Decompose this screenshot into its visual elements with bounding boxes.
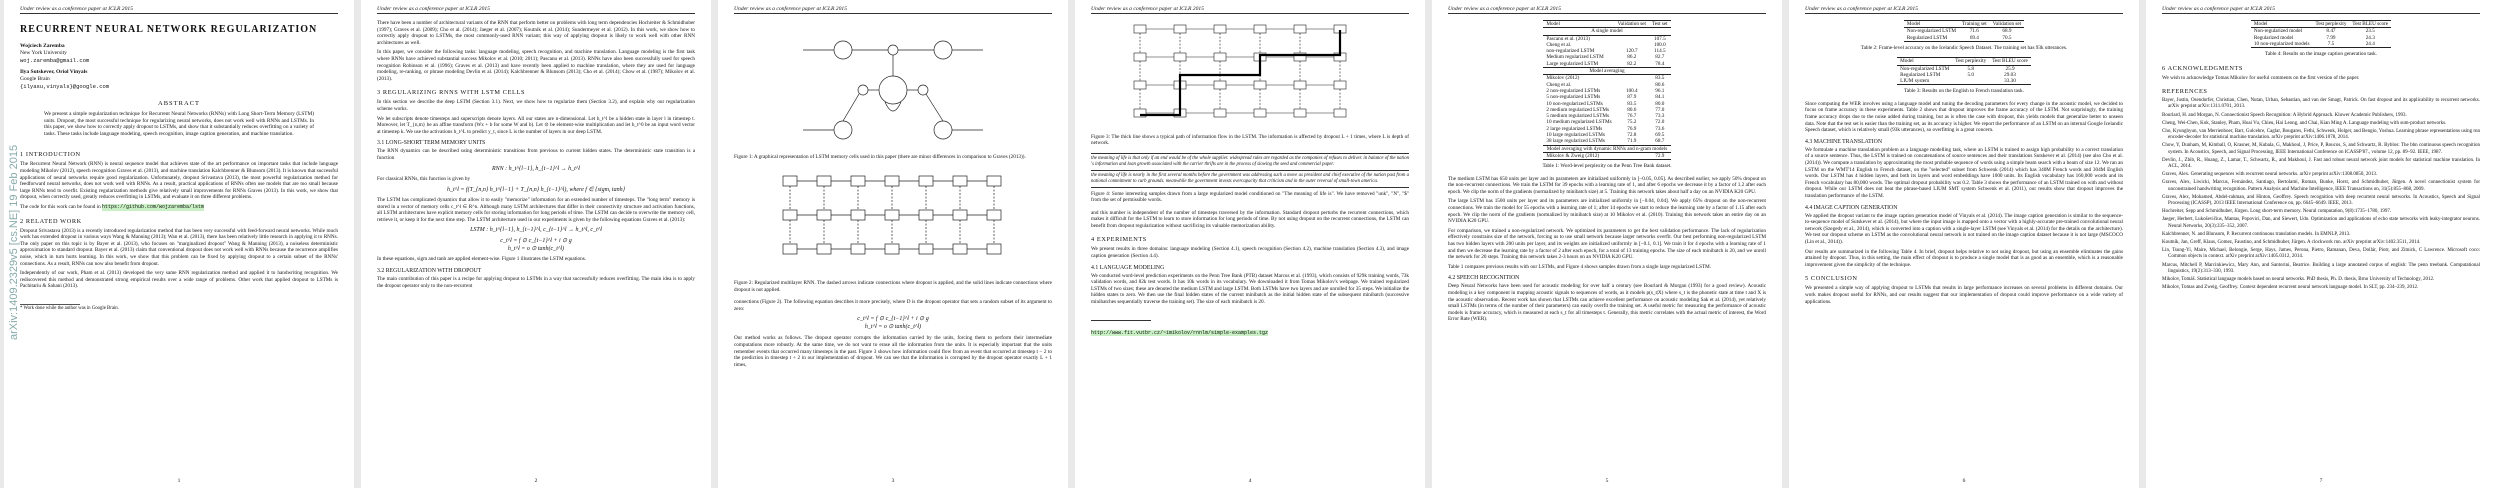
related-paragraph: Independently of our work, Pham et al. (2013) developed the very same RNN regularization method and applied it to handwriting recognition. We rediscovered this method and demonstrated strong empirical results over a wide range of problems. Other work that applied dropout to LSTMs is Pachitariu & Sahani (2013). (20, 270, 338, 290)
figure-caption: Figure 3: The thick line shows a typical path of information flow in the LSTM. The information is affected by dropout L + 1 times, where L is depth of network. (1091, 134, 1409, 147)
body-paragraph: Our results are summarized in the following Table 4. In brief, dropout helps relative to not using dropout, but using an ensemble eliminates the gains attained by dropout. Thus, in this setting, the main effect of dropout is to produce a single model that is as good as an ensemble, which is a reasonable improvement given the simplicity of the technique. (1805, 248, 2123, 268)
body-paragraph: For comparison, we trained a non-regularized network. We optimized its parameters to get the best validation performance. The lack of regularization effectively constrains size of the network, forcing us to use small network because larger networks overfit. Our best performing non-regularized LSTM has two hidden layers with 200 units per layer, and its weights are initialized uniformly in [−0.1, 0.1]. We train it for 4 epochs with a learning rate of 1 and then we decrease the learning rate by a factor of 2 after each epoch, for a total of 13 training epochs. The size of each minibatch is 20, and we unroll the network for 20 steps. Training this network takes 2-3 hours on an NVIDIA K20 GPU. (1448, 227, 1766, 261)
lstm-unit-box (1214, 25, 1226, 33)
intro-paragraph: The Recurrent Neural Network (RNN) is neural sequence model that achieves state of the art performance on important tasks that include language modeling Mikolov (2012), speech recognition Graves et al. (2013), and machine translation Kalchbrenner & Blunsom (2013). It is known that successful applications of neural networks require good regularization. Unfortunately, dropout Srivastava (2013), the most powerful regularization method for feedforward neural networks, does not work well with RNNs. As a result, practical applications of RNNs often use models that are too small because large RNNs tend to overfit. Existing regularization methods give relatively small improvements for RNNs Graves (2013). In this work, we show that dropout, when correctly used, greatly reduces overfitting in LSTMs, and evaluate it on three different problems. (20, 161, 338, 201)
running-header: Under review as a conference paper at ICLR 2015 (734, 6, 1052, 14)
body-paragraph: We formulate a machine translation problem as a language modelling task, where an LSTM is trained to assign high probability to a correct translation of a source sentence. Thus, the LSTM is trained on concatenations of source sentences and their translations Sutskever et al. (2014) (see also Cho et al. (2014)). We compute a translation by approximating the most probable sequence of words using a simple beam search with a beam of size 12. We ran an LSTM on the WMT'14 English to French dataset, on the "selected" subset from Schwenk (2014) which has 340M French words and 304M English words. Our LSTM has 4 hidden layers, and both its layers and word embeddings have 1000 units. Its English vocabulary has 160,000 words and its French vocabulary has 80,000 words. The optimal dropout probability was 0.2. Table 3 shows the performance of an LSTM trained on with and without dropout. While our LSTM does not beat the phrase-based LIUM SMT system Schwenk et al. (2011), our results show that dropout improves the translation performance of the LSTM. (1805, 146, 2123, 200)
lstm-unit-box (987, 210, 1001, 220)
table-cell: 25.9 (2005, 65, 2015, 72)
lstm-unit-box (919, 210, 933, 220)
lstm-unit-box (885, 176, 899, 186)
input-gate-node (834, 41, 852, 59)
sample-text: the meaning of life is that only if an end would be of the whole supplier. widespread rules are regarded as the companies of refuses to deliver. in balance of the nation 's information and loan growth associated with the carrier thrifts are in the process of slowing the seed and commercial paper. (1091, 153, 1409, 168)
table-cell: 80.6 (1627, 106, 1637, 113)
table-cell: 100.0 (1653, 41, 1666, 48)
table-cell: 75.2 (1627, 119, 1637, 126)
lstm-unit-box (1134, 25, 1146, 33)
lstm-unit-box (1214, 81, 1226, 89)
table-cell (1952, 78, 1989, 85)
table-cell (1615, 75, 1649, 82)
reference-entry: Mikolov, Tomas and Zweig, Geoffrey. Context dependent recurrent neural network language model. In SLT, pp. 234–239, 2012. (2162, 285, 2419, 291)
reference-entry: Chow, Y, Dunham, M, Kimball, O, Krasner, M, Kubala, G, Makhoul, J, Price, P, Roucos, S, and Schwartz, R. Byblos: The bbn continuous speech recognition system. In Acoustics, Speech, and Signal Processing, IEEE International Conference on ICASSP'87., volume 12, pp. 89–92. IEEE, 1987. (2162, 143, 2480, 155)
page-6 (1789, 0, 2139, 488)
page-number: 7 (2319, 478, 2323, 484)
table-header-cell: Model (1900, 58, 1914, 65)
table-cell: Cheng et al. (1546, 81, 1572, 88)
reference-list (2162, 98, 2480, 291)
table-cell: Regularized LSTM (1906, 34, 1948, 41)
author-email: {ilyasu,vinyals}@google.com (20, 83, 110, 90)
table-caption: Table 3: Results on the English to French translation task. (1904, 88, 2024, 95)
reference-entry: Graves, Alex, Mohamed, Abdel-rahman, and Hinton, Geoffrey. Speech recognition with deep recurrent neural networks. In Acoustics, Speech and Signal Processing (ICASSP), 2013 IEEE International Conference on, pp. 6645–6649. IEEE, 2013. (2162, 194, 2480, 207)
table-cell: 69.5 (1655, 132, 1665, 139)
table-caption: Table 2: Frame-level accuracy on the Icelandic Speech Dataset. The training set has 93k utterances. (1860, 44, 2068, 51)
page-number: 2 (534, 478, 538, 484)
dropout-network-diagram (773, 166, 1013, 276)
table-cell: Cheng et al. (1546, 41, 1572, 48)
lstm-unit-box (1294, 109, 1306, 117)
running-header: Under review as a conference paper at ICLR 2015 (1448, 6, 1766, 14)
table-cell: Non-regularized LSTM (1900, 65, 1950, 72)
table-cell: 120.7 (1625, 48, 1638, 55)
table-caption: Table 4: Results on the image caption generation task. (2264, 51, 2378, 58)
table-cell: Regularized model (2253, 34, 2294, 41)
code-line (20, 204, 338, 211)
table-header-cell: Model (1906, 21, 1921, 27)
code-line-text: The code for this work can be found in (20, 203, 101, 210)
table-header-cell: Training set (1961, 21, 1987, 27)
table-cell (1615, 152, 1649, 159)
reference-entry: Marcus, Mitchell P, Marcinkiewicz, Mary Ann, and Santorini, Beatrice. Building a large annotated corpus of english: The penn treebank. Computational linguistics, 19(2):313–330, 1993. (2162, 262, 2480, 274)
page-number: 5 (1605, 478, 1609, 484)
body-paragraph: We presented a simple way of applying dropout to LSTMs that results in large performance increases on several problems in different domains. Our work makes dropout useful for RNNs, and our results suggest that our implementation of dropout could improve performance on a wide variety of applications. (1805, 285, 2123, 305)
section-heading: 3 REGULARIZING RNNS WITH LSTM CELLS (377, 89, 526, 97)
table-cell: 84.1 (1655, 94, 1665, 101)
author-affiliation: Google Brain (20, 76, 50, 82)
table-cell: 7.99 (2326, 34, 2336, 41)
table-row (1543, 35, 1670, 42)
table-cell: 69.4 (1969, 34, 1979, 41)
speech-table (1904, 20, 2024, 42)
table-header-cell: Model (2253, 21, 2268, 27)
body-paragraph: The medium LSTM has 650 units per layer and its parameters are initialized uniformly in [−0.05, 0.05]. As described earlier, we apply 50% dropout on the non-recurrent connections. We train the LSTM for 39 epochs with a learning rate of 1, and after 6 epochs we decrease it by a factor of 1.2 after each epoch. We clip the norm of the gradients (normalized by minibatch size) at 5. Training this network takes about half a day on an NVIDIA K20 GPU. (1448, 175, 1766, 195)
body-paragraph: We present results in three domains: language modeling (Section 4.1), speech recognition (Section 4.2), machine translation (Section 4.3), and image caption generation (Section 4.4). (1091, 246, 1409, 259)
memory-cell-node (879, 76, 907, 104)
table-header-row (1897, 58, 2031, 65)
multiply-node (858, 85, 868, 95)
body-paragraph: For classical RNNs, this function is given by (377, 175, 471, 182)
output-gate-node (934, 41, 952, 59)
lstm-unit-box (783, 176, 797, 186)
table-subheading-row (1543, 68, 1670, 75)
running-header: Under review as a conference paper at ICLR 2015 (20, 6, 338, 14)
table-cell: 83.5 (1627, 100, 1637, 107)
author-block-1 (20, 43, 338, 64)
table-header-row (2251, 21, 2391, 28)
body-paragraph: We applied the dropout variant to the image caption generation model of Vinyals et al. (2014). The image caption generation is similar to the sequence-to-sequence model of Sutskever et al. (2014), but where the input image is mapped onto a vector with a highly-accurate pre-trained convolutional neural network (Szegedy et al., 2014), which is converted into a caption with a single-layer LSTM (see Vinyals et al. (2014) for the details on the architecture). We test our dropout scheme on LSTM as the convolutional neural network is not trained on the image caption dataset because it is not large (MSCOCO (Lin et al., 2014)). (1805, 212, 2123, 245)
table-header-cell: Validation set (1617, 21, 1646, 27)
reference-entry: Cho, Kyunghyun, van Merrienboer, Bart, Gulcehre, Caglar, Bougares, Fethi, Schwenk, Holger, and Bengio, Yoshua. Learning phrase representations using rnn encoder-decoder for statistical machine translation. arXiv preprint arXiv:1406.1078, 2014. (2162, 129, 2480, 141)
table-subheading-row (1543, 28, 1670, 35)
arxiv-stamp-text: arXiv:1409.2329v5 [cs.NE] 19 Feb 2015 (8, 144, 20, 340)
paper-title: RECURRENT NEURAL NETWORK REGULARIZATION (20, 24, 318, 35)
table-cell: 2 large regularized LSTMs (1546, 125, 1603, 132)
table-subheading: A single model (1591, 28, 1623, 35)
lstm-unit-box (953, 244, 967, 254)
table-row (1897, 65, 2031, 72)
lstm-unit-box (817, 244, 831, 254)
reference-entry: Graves, Alex. Generating sequences with recurrent neural networks. arXiv preprint arXiv:1308.0850, 2013. (2162, 172, 2378, 178)
lstm-unit-box (1334, 109, 1346, 117)
table-cell: 73.3 (1655, 113, 1665, 120)
table-cell: Mikolov (2012) (1546, 75, 1580, 82)
table-row (1897, 78, 2031, 85)
multiply-node (918, 85, 928, 95)
table-cell: 68.7 (1655, 138, 1665, 145)
table-cell (1615, 35, 1649, 42)
reference-entry: Lin, Tsung-Yi, Maire, Michael, Belongie, Serge, Hays, James, Perona, Pietro, Ramanan, Deva, Dollár, Piotr, and Zitnick, C Lawrence. Microsoft coco: Common objects in context. arXiv preprint arXiv:1405.0312, 2014. (2162, 248, 2480, 260)
author-name: Wojciech Zaremba (20, 43, 65, 49)
table-header-row (1543, 21, 1670, 28)
table-cell: 24.4 (2365, 40, 2375, 47)
reference-entry: Devlin, J., Zbib, R., Huang, Z., Lamar, T., Schwartz, R., and Makhoul, J. Fast and robust neural network joint models for statistical machine translation. In ACL, 2014. (2162, 157, 2480, 170)
reference-entry: Koutník, Jan, Greff, Klaus, Gomez, Faustino, and Schmidhuber, Jürgen. A clockwork rnn. arXiv preprint arXiv:1402.3511, 2014. (2162, 240, 2421, 246)
equation: RNN : h_t^{l−1}, h_{t−1}^l → h_t^l (492, 165, 580, 172)
table-cell: 29.03 (2004, 71, 2016, 78)
body-paragraph: In these equations, sigm and tanh are applied element-wise. Figure 1 illustrates the LSTM equations. (377, 256, 587, 263)
table-cell: 10 medium regularized LSTMs (1546, 119, 1612, 126)
page-5 (1432, 0, 1782, 488)
table-header-cell: Validation set (1992, 21, 2022, 27)
running-header: Under review as a conference paper at ICLR 2015 (1805, 6, 2123, 14)
table-row (1543, 138, 1670, 145)
table-cell: Large regularized LSTM (1546, 60, 1599, 67)
subsection-heading: 4.3 MACHINE TRANSLATION (1805, 138, 1883, 145)
lstm-unit-box (851, 244, 865, 254)
lstm-unit-box (1334, 81, 1346, 89)
table-row (2251, 28, 2391, 35)
body-paragraph: The RNN dynamics can be described using deterministic transitions from previous to current hidden states. The deterministic state transition is a function (377, 148, 695, 161)
translation-table (1897, 57, 2031, 85)
table-cell: 71.9 (1627, 138, 1637, 145)
abstract-heading: ABSTRACT (158, 100, 200, 107)
equation: c_t^l = f ⊙ c_{t−1}^l + i ⊙ g (857, 316, 929, 323)
page-2 (361, 0, 711, 488)
table-header-row (1904, 21, 2024, 28)
table-subheading: Model averaging (1589, 68, 1625, 75)
author-email: woj.zaremba@gmail.com (20, 57, 90, 64)
table-cell: 114.5 (1654, 48, 1666, 55)
table-cell: 5 non-regularized LSTMs (1546, 94, 1601, 101)
dataset-url[interactable]: http://www.fit.vutbr.cz/~imikolov/rnnlm/simple-examples.tgz (1091, 329, 1269, 336)
table-cell: 10 large regularized LSTMs (1546, 132, 1605, 139)
page-number: 6 (1962, 478, 1966, 484)
table-cell: 68.9 (2002, 28, 2012, 35)
reference-entry: Graves, Alex, Liwicki, Marcus, Fernández, Santiago, Bertolami, Roman, Bunke, Horst, and Schmidhuber, Jürgen. A novel connectionist system for unconstrained handwriting recognition. Pattern Analysis and Machine Intelligence, IEEE Transactions on, 31(5):855–868, 2009. (2162, 180, 2480, 192)
table-cell: 82.7 (1655, 54, 1665, 61)
table-cell: 76.7 (1627, 113, 1637, 120)
lstm-unit-box (851, 210, 865, 220)
reference-entry: Cheng, Wei-Chen, Kok, Stanley, Pham, Hoai Vu, Chieu, Hai Leong, and Chai, Kian Ming A. Language modeling with sum-product networks. (2162, 120, 2447, 126)
table-header-cell: Test BLEU score (1992, 58, 2028, 65)
table-cell: 72.9 (1655, 152, 1665, 159)
table-header-cell: Test set (1652, 21, 1668, 27)
running-header: Under review as a conference paper at ICLR 2015 (2162, 6, 2480, 14)
lstm-unit-box (851, 176, 865, 186)
lstm-unit-box (1294, 81, 1306, 89)
table-cell: 70.5 (2002, 34, 2012, 41)
equation: h_t^l = o ⊙ tanh(c_t^l) (864, 324, 922, 331)
flow-path-line (1140, 30, 1340, 115)
section-heading: 4 EXPERIMENTS (1091, 236, 1147, 244)
table-cell: 7.5 (2327, 40, 2335, 47)
equation: c_t^l = f ⊙ c_{t−1}^l + i ⊙ g (500, 238, 572, 245)
body-paragraph: We let subscripts denote timesteps and superscripts denote layers. All our states are n-dimensional. Let h_t^l be a hidden state in layer l in timestep t. Moreover, let T_{n,m} be an affine transform (Wx + b for some W and b). Let ⊙ be element-wise multiplication and let h_t^0 be an input word vector at timestep k. We use the activations h_t^L to predict y_t, since L is the number of layers in our deep LSTM. (377, 115, 695, 135)
forget-gate-node (934, 121, 952, 139)
table-cell: 100.4 (1625, 87, 1638, 94)
page-1 (4, 0, 354, 488)
body-paragraph: In this paper, we consider the following tasks: language modeling, speech recognition, and machine translation. Language modeling is the first task where RNNs have achieved substantial success Mikolov et al. (2010; 2011); Pascanu et al. (2013). RNNs have also been successfully used for speech recognition Robinson et al. (1996); Graves et al. (2013) and have recently been applied to machine translation, where they are used for language modeling, re-ranking, or phrase modeling Devlin et al. (2014); Kalchbrenner & Blunsom (2013); Cho et al. (2014); Chow et al. (1987); Mikolov et al. (2013). (377, 49, 695, 82)
table-body (1543, 28, 1670, 160)
page-7 (2146, 0, 2496, 488)
lstm-unit-box (1134, 81, 1146, 89)
lstm-unit-box (987, 176, 1001, 186)
subsection-heading: 3.2 REGULARIZATION WITH DROPOUT (377, 268, 482, 275)
table-cell: 8.47 (2326, 28, 2336, 35)
table-cell: Regularized LSTM (1900, 71, 1941, 78)
table-cell: 24.3 (2365, 34, 2375, 41)
table-cell: 72.8 (1627, 132, 1637, 139)
running-header: Under review as a conference paper at ICLR 2015 (1091, 6, 1409, 14)
reference-entry: Hochreiter, Sepp and Schmidhuber, Jürgen. Long short-term memory. Neural computation, 9(8):1735–1780, 1997. (2162, 209, 2392, 215)
table-cell: 96.1 (1655, 87, 1665, 94)
page-number: 3 (891, 478, 895, 484)
table-subheading: Model averaging with dynamic RNNs and n-gram models (1546, 145, 1668, 152)
body-paragraph: Deep Neural Networks have been used for acoustic modeling for over half a century (see Bourlard & Morgan (1993) for a good review). Acoustic modeling is a key component in mapping acoustic signals to sequences of words, as it models p(s_t|X) where s_t is the phonetic state at time t and X is the acoustic observation. Recent work has shown that LSTMs can achieve excellent performance on acoustic modeling Sak et al. (2014), yet relatively small LSTMs (in terms of the number of their parameters) can easily overfit the training set. A useful metric for measuring the performance of acoustic models is frame accuracy, which is measured at each s_t for all timesteps t. Generally, this metric correlates with the actual metric of interest, the Word Error Rate (WER). (1448, 283, 1766, 323)
running-header: Under review as a conference paper at ICLR 2015 (377, 6, 695, 14)
table-cell: 72.0 (1655, 119, 1665, 126)
body-paragraph: and this number is independent of the number of timesteps traversed by the information. Standard dropout perturbs the recurrent connections, which makes it difficult for the LSTM to learn to store information for long periods of time. By not using dropout on the recurrent connections, the LSTM can benefit from dropout regularization without sacrificing its valuable memorization ability. (1091, 209, 1409, 229)
footnote: * Work done while the author was in Google Brain. (20, 305, 119, 311)
subsection-heading: 4.2 SPEECH RECOGNITION (1448, 275, 1520, 282)
table-cell: non-regularized LSTM (1546, 48, 1595, 55)
body-paragraph: connections (Figure 2). The following equation describes it more precisely, where D is the dropout operator that sets a random subset of its argument to zero: (734, 299, 1052, 312)
table-cell: 83.5 (1655, 75, 1665, 82)
table-cell: 5.8 (1967, 65, 1974, 72)
table-cell: 107.5 (1653, 35, 1666, 42)
table-cell: 33.30 (2004, 78, 2016, 85)
table-cell: Pascanu et al. (2013) (1546, 35, 1590, 42)
lstm-unit-box (783, 210, 797, 220)
table-cell: 76.9 (1627, 125, 1637, 132)
lstm-unit-box (1214, 109, 1226, 117)
table-cell: LIUM system (1900, 78, 1930, 85)
table-header-cell: Model (1546, 21, 1560, 27)
perplexity-table (1543, 20, 1670, 160)
table-cell: 23.5 (2365, 28, 2375, 35)
page-number: 1 (177, 478, 181, 484)
body-paragraph: The large LSTM has 1500 units per layer and its parameters are initialized uniformly in [−0.04, 0.04]. We apply 65% dropout on the non-recurrent connections. We train the model for 55 epochs with a learning rate of 1; after 14 epochs we start to reduce the learning rate by a factor of 1.15 after each epoch. We clip the norm of the gradients (normalized by minibatch size) at 10 Mikolov et al. (2010). Training this network takes an entire day on an NVIDIA K20 GPU. (1448, 198, 1766, 225)
code-link[interactable]: https://github.com/wojzaremba/lstm (101, 203, 204, 210)
table-cell: 2 medium regularized LSTMs (1546, 106, 1610, 113)
table-cell: 86.2 (1627, 54, 1637, 61)
table-row (1543, 75, 1670, 82)
multiply-node (888, 45, 898, 55)
table-subheading-row (1543, 145, 1670, 152)
lstm-unit-box (1134, 53, 1146, 61)
body-paragraph: We conducted word-level prediction experiments on the Penn Tree Bank (PTB) dataset Marcus et al. (1993), which consists of 929k training words, 73k validation words, and 82k test words. It has 10k words in its vocabulary. We downloaded it from Tomas Mikolov's webpage. We trained regularized LSTMs of two sizes; these are denoted the medium LSTM and large LSTM. Both LSTMs have two layers and are unrolled for 35 steps. We initialize the hidden states to zero. We then use the final hidden states of the current minibatch as the initial hidden state of the subsequent minibatch (successive minibatches sequentially traverse the training set). The size of each minibatch is 20. (1091, 272, 1409, 305)
section-heading: 6 ACKNOWLEDGMENTS (2162, 64, 2244, 72)
table-cell: Non-regularized model (2253, 28, 2303, 35)
lstm-cell-diagram (793, 20, 993, 150)
table-header-cell: Test BLEU score (2352, 21, 2389, 27)
lstm-unit-box (817, 176, 831, 186)
figure-caption: Figure 1: A graphical representation of LSTM memory cells used in this paper (there are minor differences in comparison to Graves (2013)). (734, 154, 1026, 160)
body-paragraph: Since computing the WER involves using a language model and tuning the decoding parameters for every change in the acoustic model, we decided to focus on frame accuracy in these experiments. Table 2 shows that dropout improves the frame accuracy of the LSTM. Not surprisingly, the training frame accuracy drops due to the noise added during training, but as is often the case with dropout, this yields models that generalize better to unseen data. Note that the test set is easier than the training set, as its accuracy is higher. We report the performance of an LSTM on an internal Google Icelandic Speech dataset, which is relatively small (93k utterances), so overfitting is a great concern. (1805, 100, 2123, 134)
table-header-cell: Test perplexity (2315, 21, 2347, 27)
table-cell: 82.2 (1627, 60, 1637, 67)
reference-entry: Mikolov, Tomáš. Statistical language models based on neural networks. PhD thesis, Ph. D. thesis, Brno University of Technology, 2012. (2162, 277, 2435, 283)
equation: h_t^l = o ⊙ tanh(c_t^l) (507, 246, 565, 253)
lstm-unit-box (987, 244, 1001, 254)
arxiv-stamp (8, 40, 20, 340)
table-cell: 73.6 (1655, 125, 1665, 132)
table-cell: Mikolov & Zweig (2012) (1546, 152, 1600, 159)
body-paragraph: Table 1 compares previous results with our LSTMs, and Figure 4 shows samples drawn from a single large regularized LSTM. (1448, 263, 1712, 270)
reference-entry: Bourlard, H. and Morgan, N. Connectionist Speech Recognition: A Hybrid Approach. Kluwer Academic Publishers, 1993. (2162, 112, 2407, 118)
table-cell: Non-regularized LSTM (1906, 28, 1956, 35)
body-paragraph: The LSTM has complicated dynamics that allow it to easily "memorize" information for an extended number of timesteps. The "long term" memory is stored in a vector of memory cells c_t^l ∈ R^n. Although many LSTM architectures that differ in their connectivity structure and activation functions, all LSTM architectures have explicit memory cells for storing information for long periods of time. The LSTM can decide to overwrite the memory cell, retrieve it, or keep it for the next time step. The LSTM architecture used in our experiments is given by the following equations Graves et al. (2013): (377, 197, 695, 223)
table-row (1904, 28, 2024, 35)
table-cell: 10 non-regularized LSTMs (1546, 100, 1603, 107)
information-flow-diagram (1120, 20, 1380, 130)
reference-entry: Kalchbrenner, N. and Blunsom, P. Recurrent continuous translation models. In EMNLP, 2013. (2162, 231, 2351, 237)
section-heading: 2 RELATED WORK (20, 217, 82, 225)
abstract-text: We present a simple regularization technique for Recurrent Neural Networks (RNNs) with Long Short-Term Memory (LSTM) units. Dropout, the most successful technique for regularizing neural networks, does not work well with RNNs and LSTMs. In this paper, we show how to correctly apply dropout to LSTMs, and show that it substantially reduces overfitting on a variety of tasks. These tasks include language modeling, speech recognition, image caption generation, and machine translation. (44, 111, 314, 137)
footnote-rule (1091, 320, 1151, 321)
lstm-unit-box (783, 244, 797, 254)
page-number: 4 (1248, 478, 1252, 484)
lstm-unit-box (919, 244, 933, 254)
table-body (2251, 28, 2391, 48)
table-caption: Table 1: Word-level perplexity on the Penn Tree Bank dataset. (1542, 163, 1672, 170)
lstm-unit-box (1254, 25, 1266, 33)
section-heading: 5 CONCLUSION (1805, 275, 1858, 283)
table-cell: 10 non-regularized models (2253, 40, 2310, 47)
lstm-unit-box (1174, 25, 1186, 33)
lstm-unit-box (1174, 53, 1186, 61)
table-row (2251, 41, 2391, 48)
lstm-unit-box (1214, 53, 1226, 61)
body-paragraph: The main contribution of this paper is a recipe for applying dropout to LSTMs in a way that successfully reduces overfitting. The main idea is to apply the dropout operator only to the non-recurrent (377, 276, 695, 289)
table-row (1543, 152, 1670, 159)
input-modulation-node (834, 121, 852, 139)
section-heading: 1 INTRODUCTION (20, 151, 81, 159)
table-row (1904, 35, 2024, 42)
body-paragraph: In this section we describe the deep LSTM (Section 3.1). Next, we show how to regularize them (Section 3.2), and explain why our regularization scheme works. (377, 99, 695, 112)
lstm-unit-box (953, 176, 967, 186)
lstm-unit-box (817, 210, 831, 220)
lstm-unit-box (885, 244, 899, 254)
caption-table (2251, 20, 2391, 48)
subsection-heading: 4.1 LANGUAGE MODELING (1091, 264, 1165, 271)
related-paragraph: Dropout Srivastava (2013) is a recently introduced regularization method that has been very successful with feed-forward neural networks. While much work has extended dropout in various ways Wang & Manning (2013); Wan et al. (2013), there has been relatively little research in applying it to RNNs. The only paper on this topic is by Bayer et al. (2013), who focuses on "marginalized dropout" Wang & Manning (2013), a noiseless deterministic approximation to standard dropout. Bayer et al. (2013) claim that conventional dropout does not work well with RNNs because the recurrence amplifies noise, which in turn hurts learning. In this work, we show that this problem can be fixed by applying dropout to a certain subset of the RNNs' connections. As a result, RNNs can now also benefit from dropout. (20, 227, 338, 267)
lstm-unit-box (1254, 109, 1266, 117)
page-3 (718, 0, 1068, 488)
table-header-cell: Test perplexity (1955, 58, 1987, 65)
lstm-unit-box (919, 176, 933, 186)
author-name: Ilya Sutskever, Oriol Vinyals (20, 69, 88, 75)
author-affiliation: New York University (20, 50, 67, 56)
reference-entry: Bayer, Justin, Osendorfer, Christian, Chen, Nutan, Urban, Sebastian, and van der Smagt, Patrick. On fast dropout and its applicability to recurrent networks. arXiv preprint arXiv:1311.0701, 2013. (2162, 98, 2480, 110)
figure-caption: Figure 2: Regularized multilayer RNN. The dashed arrows indicate connections where dropout is applied, and the solid lines indicate connections where dropout is not applied. (734, 280, 1052, 293)
table-cell: 80.6 (1655, 81, 1665, 88)
table-cell: 5.0 (1967, 71, 1974, 78)
equation: h_t^l = f(T_{n,n} h_t^{l−1} + T_{n,n} h_{t−1}^l), where f ∈ {sigm, tanh} (447, 187, 625, 194)
table-cell: 87.9 (1627, 94, 1637, 101)
figure-caption: Figure 4: Some interesting samples drawn from a large regularized model conditioned on "The meaning of life is". We have removed "unk", "N", "$" from the set of permissible words. (1091, 190, 1409, 204)
body-paragraph: Our method works as follows. The dropout operator corrupts the information carried by the units, forcing them to perform their intermediate computations more robustly. At the same time, we do not want to erase all the information from the units. It is especially important that the units remember events that occurred many timesteps in the past. Figure 3 shows how information could flow from an event that occurred at timestep t − 2 to the prediction in timestep t + 2 in our implementation of dropout. We can see that the information is corrupted by the dropout operator exactly L + 1 times, (734, 335, 1052, 368)
table-cell: 77.0 (1655, 106, 1665, 113)
author-block-2 (20, 69, 338, 90)
table-cell: 2 non-regularized LSTMs (1546, 87, 1601, 94)
body-paragraph: We wish to acknowledge Tomas Mikolov for useful comments on the first version of the paper. (2162, 74, 2360, 81)
lstm-unit-box (1294, 25, 1306, 33)
lstm-unit-box (953, 210, 967, 220)
table-cell: 71.6 (1969, 28, 1979, 35)
section-heading: REFERENCES (2162, 88, 2208, 96)
table-cell: Medium regularized LSTM (1546, 54, 1604, 61)
subsection-heading: 4.4 IMAGE CAPTION GENERATION (1805, 204, 1898, 211)
body-paragraph: There have been a number of architectural variants of the RNN that perform better on problems with long term dependencies Hochreiter & Schmidhuber (1997); Graves et al. (2009); Cho et al. (2014); Jaeger et al. (2007); Koutnik et al. (2014); Sundermeyer et al. (2012). In this work, we show how to correctly apply dropout to LSTMs, the most commonly-used RNN variant; this way of applying dropout is likely to work well with other RNN architectures as well. (377, 20, 695, 46)
lstm-unit-box (885, 210, 899, 220)
page-4 (1075, 0, 1425, 488)
table-row (1543, 61, 1670, 68)
sample-text: the meaning of life is nearly in the first several months before the government was addressing such a move as president and chief executive of the nation past from a national commitment to curb grounds. meanwhile the government invests overcapacity that criticism and in the outer reversal of small-town america. (1091, 170, 1409, 188)
table-body (1897, 65, 2031, 85)
table-cell: 80.0 (1655, 100, 1665, 107)
lstm-unit-box (1254, 81, 1266, 89)
reference-entry: Jaeger, Herbert, Lukoševičius, Mantas, Popovici, Dan, and Siewert, Udo. Optimization and applications of echo state networks with leaky-integrator neurons. Neural Networks, 20(3):335–352, 2007. (2162, 217, 2480, 229)
equation: LSTM : h_t^{l−1}, h_{t−1}^l, c_{t−1}^l → h_t^l, c_t^l (470, 227, 602, 234)
table-cell: 38 large regularized LSTMs (1546, 138, 1605, 145)
subsection-heading: 3.1 LONG-SHORT TERM MEMORY UNITS (377, 140, 486, 147)
table-body (1904, 28, 2024, 42)
table-cell: 78.4 (1655, 60, 1665, 67)
table-cell: 5 medium regularized LSTMs (1546, 113, 1610, 120)
